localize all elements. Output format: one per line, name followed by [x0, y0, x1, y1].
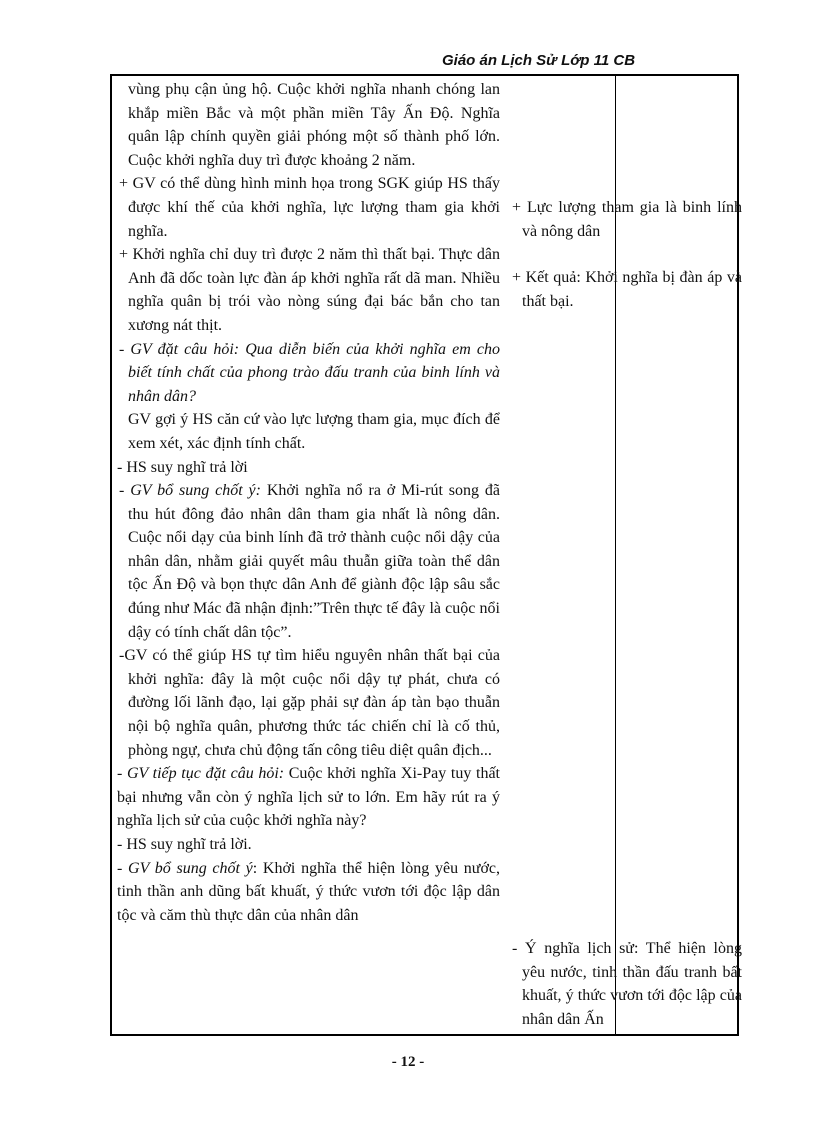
significance-lead: - GV bổ sung chốt ý	[117, 859, 253, 877]
paragraph-illustration: + GV có thể dùng hình minh họa trong SGK giúp HS thấy được khí thế của khởi nghĩa, lực lượng tham gia khởi nghĩa.	[119, 175, 500, 240]
lesson-table	[110, 74, 742, 1036]
conclusion-text: Khởi nghĩa nổ ra ở Mi-rút song đã thu hút đông đảo nhân dân tham gia nhất là nông dân. Cuộc nổi dạy của binh lính đã trở thành cuộc nổi dậy của nhân dân, nhằm giải quyết mâu thuẫn giữa toàn thể dân tộc Ấn Độ và bọn thực dân Anh để giành độc lập sâu sắc đúng như Mác đã nhận định:”Trên thực tế đây là cuộc nổi dậy có tính chất dân tộc”.	[128, 482, 500, 641]
page-number: - 12 -	[391, 1054, 425, 1070]
paragraph-question-significance	[117, 762, 500, 833]
teacher-activity-column	[117, 78, 500, 927]
paragraph-failure: + Khởi nghĩa chỉ duy trì được 2 năm thì thất bại. Thực dân Anh đã dốc toàn lực đàn áp khởi nghĩa rất dã man. Nhiều nghĩa quân bị trói vào nòng súng đại bác bắn cho tan xương nát thịt.	[119, 246, 500, 334]
significance-text: : Khởi nghĩa thể hiện lòng yêu nước, tinh thần anh dũng bất khuất, ý thức vươn tới độc lập dân tộc và căm thù thực dân của nhân dân	[117, 859, 501, 924]
paragraph-conclusion-significance	[117, 857, 500, 928]
paragraph-failure-causes: -GV có thể giúp HS tự tìm hiểu nguyên nhân thất bại của khởi nghĩa: đây là một cuộc nổi dậy tự phát, chưa có đường lối lãnh đạo, lại gặp phải sự đàn áp tàn bạo thuẫn nội bộ nghĩa quân, phương thức tác chiến chỉ là cố thủ, phòng ngự, chưa chủ động tấn công tiêu diệt quân địch...	[119, 647, 500, 759]
question-lead: - GV tiếp tục đặt câu hỏi:	[117, 765, 285, 783]
note-significance: - Ý nghĩa lịch sử: Thể hiện lòng yêu nước, tinh thần đấu tranh bất khuất, ý thức vươn tới độc lập của nhân dân Ấn	[512, 940, 742, 1028]
note-forces: + Lực lượng tham gia là binh lính và nông dân	[512, 199, 742, 240]
paragraph-student-answer-2: - HS suy nghĩ trả lời.	[117, 836, 252, 853]
note-result: + Kết quả: Khởi nghĩa bị đàn áp và thất bại.	[512, 269, 742, 310]
paragraph-uprising-spread: vùng phụ cận ủng hộ. Cuộc khởi nghĩa nhanh chóng lan khắp miền Bắc và một phần miền Tây Ấn Độ. Nghĩa quân lập chính quyền giải phóng một số thành phố lớn. Cuộc khởi nghĩa duy trì được khoảng 2 năm.	[128, 81, 500, 169]
paragraph-student-answer-1: - HS suy nghĩ trả lời	[117, 458, 248, 476]
page-header: Giáo án Lịch Sử Lớp 11 CB	[442, 52, 636, 69]
question-text: Cuộc khởi nghĩa Xi-Pay tuy thất bại nhưng vẫn còn ý nghĩa lịch sử to lớn. Em hãy rút ra ý nghĩa lịch sử của cuộc khởi nghĩa này?	[117, 765, 500, 830]
conclusion-lead: - GV bổ sung chốt ý:	[119, 482, 261, 500]
paragraph-hint: GV gợi ý HS căn cứ vào lực lượng tham gia, mục đích để xem xét, xác định tính chất.	[128, 411, 500, 452]
paragraph-conclusion-nature	[117, 479, 500, 644]
paragraph-question-nature: - GV đặt câu hỏi: Qua diễn biến của khởi nghĩa em cho biết tính chất của phong trào đấu tranh của binh lính và nhân dân?	[119, 340, 500, 405]
